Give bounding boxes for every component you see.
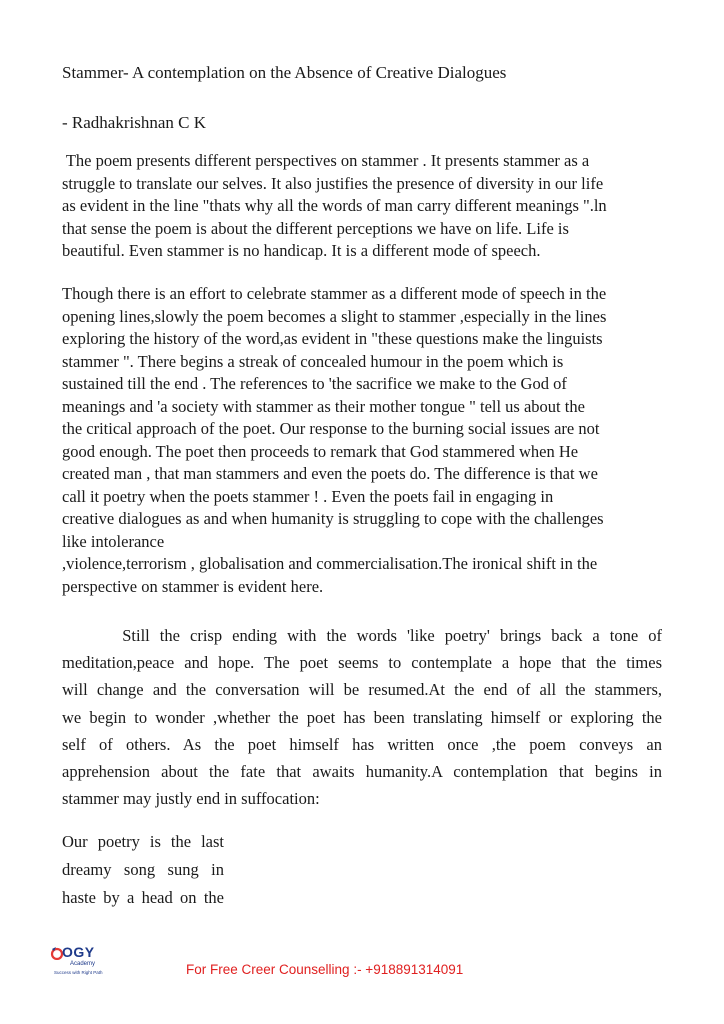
paragraph-line: Still the crisp ending with the words 'like poetry' brings back a tone of	[62, 626, 662, 645]
paragraph-line: call it poetry when the poets stammer ! . Even the poets fail in engaging in	[62, 486, 554, 506]
paragraph-line: struggle to translate our selves. It also justifies the presence of diversity in our life	[62, 173, 604, 193]
paragraph-1	[62, 150, 682, 263]
paragraph-line: creative dialogues as and when humanity is struggling to cope with the challenges	[62, 509, 604, 528]
logo-tagline: Success with Right Path	[54, 970, 103, 975]
paragraph-line: ,violence,terrorism , globalisation and commercialisation.The ironical shift in the	[62, 554, 598, 573]
author-line: - Radhakrishnan C K	[62, 113, 207, 132]
paragraph-line: exploring the history of the word,as evident in "these questions make the linguists	[62, 329, 603, 348]
logo-subtitle: Academy	[70, 961, 96, 967]
paragraph-line: opening lines,slowly the poem becomes a slight to stammer ,especially in the lines	[62, 306, 607, 326]
paragraph-line: we begin to wonder ,whether the poet has been translating himself or exploring the	[62, 707, 662, 727]
paragraph-line: beautiful. Even stammer is no handicap. It is a different mode of speech.	[62, 241, 541, 260]
paragraph-line: self of others. As the poet himself has written once ,the poem conveys an	[62, 734, 662, 754]
paragraph-line: will change and the conversation will be resumed.At the end of all the stammers,	[62, 680, 662, 700]
paragraph-3	[62, 622, 662, 812]
document-title: Stammer- A contemplation on the Absence of Creative Dialogues	[62, 63, 507, 82]
counselling-contact: For Free Creer Counselling :- +918891314091	[186, 962, 464, 977]
paragraph-line: Though there is an effort to celebrate stammer as a different mode of speech in the	[62, 284, 607, 303]
verse-line: dreamy song sung in	[62, 860, 224, 879]
paragraph-line: as evident in the line "thats why all the words of man carry different meanings ".ln	[62, 196, 607, 215]
page-footer	[0, 940, 724, 1000]
paragraph-line: sustained till the end . The references to 'the sacrifice we make to the God of	[62, 374, 567, 393]
paragraph-line: apprehension about the fate that awaits humanity.A contemplation that begins in	[62, 762, 662, 782]
paragraph-line: like intolerance	[62, 531, 165, 551]
paragraph-line: that sense the poem is about the different perceptions we have on life. Life is	[62, 218, 569, 238]
paragraph-line: the critical approach of the poet. Our response to the burning social issues are not	[62, 419, 600, 438]
logo-word: OGY	[62, 944, 95, 960]
paragraph-line: meditation,peace and hope. The poet seems to contemplate a hope that the times	[62, 653, 662, 673]
paragraph-line: stammer may justly end in suffocation:	[62, 789, 320, 809]
paragraph-line: good enough. The poet then proceeds to remark that God stammered when He	[62, 441, 579, 461]
paragraph-line: perspective on stammer is evident here.	[62, 576, 324, 596]
verse-line: Our poetry is the last	[62, 832, 224, 851]
paragraph-line: created man , that man stammers and even the poets do. The difference is that we	[62, 464, 598, 483]
paragraph-2	[62, 283, 682, 598]
paragraph-line: The poem presents different perspectives on stammer . It presents stammer as a	[62, 151, 590, 170]
ogy-academy-logo	[40, 942, 130, 992]
verse-line: haste by a head on the	[62, 888, 224, 907]
paragraph-line: meanings and 'a society with stammer as their mother tongue " tell us about the	[62, 396, 585, 416]
paragraph-line: stammer ". There begins a streak of concealed humour in the poem which is	[62, 351, 564, 371]
poem-excerpt	[62, 828, 224, 912]
